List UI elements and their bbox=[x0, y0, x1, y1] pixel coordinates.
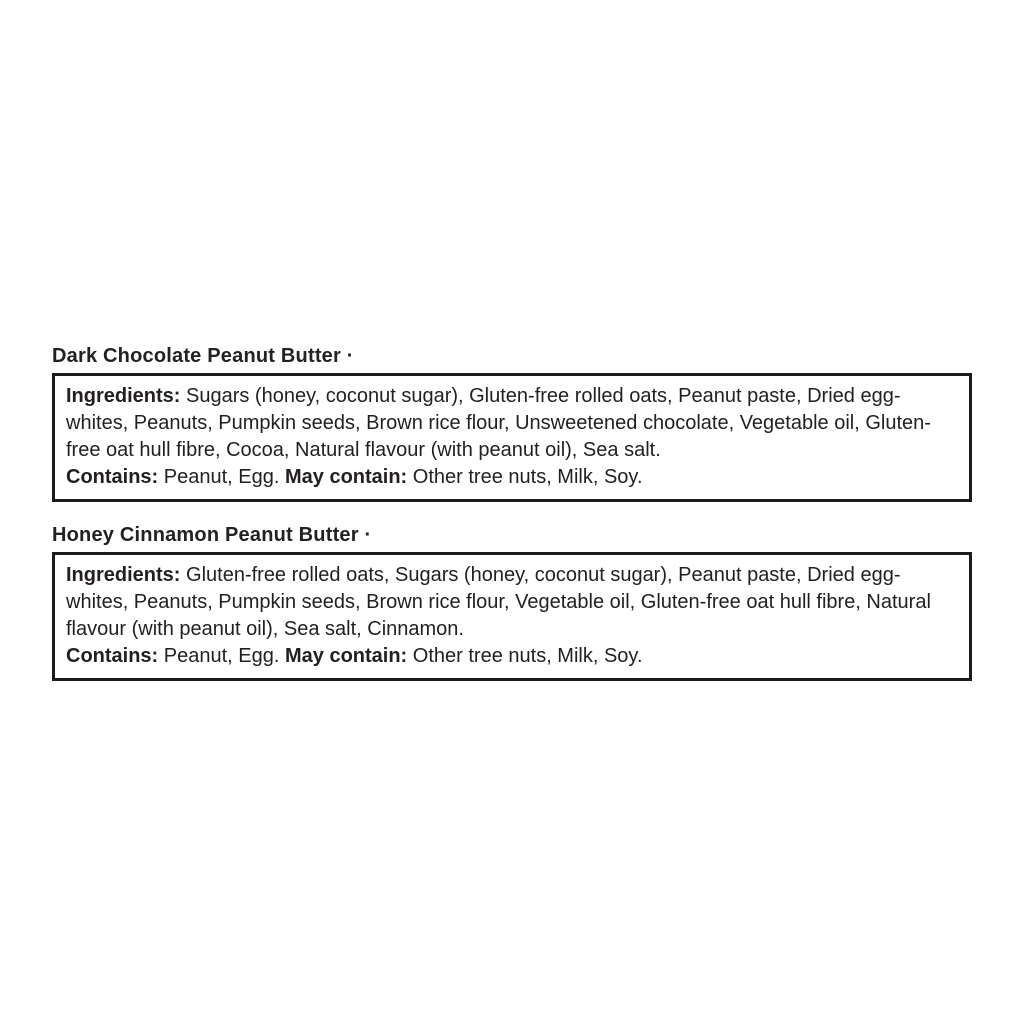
ingredients-label: Ingredients: bbox=[66, 385, 181, 407]
contains-label: Contains: bbox=[66, 645, 159, 667]
contains-text: Peanut, Egg. bbox=[158, 466, 285, 488]
contains-text: Peanut, Egg. bbox=[158, 645, 285, 667]
ingredients-label: Ingredients: bbox=[66, 564, 181, 586]
ingredients-text: Gluten-free rolled oats, Sugars (honey, coconut sugar), Peanut paste, Dried egg-whites, Peanuts, Pumpkin seeds, Brown rice flour, Vegetable oil, Gluten-free oat hull fibre, Natural flavour (with peanut oil), Sea salt, Cinnamon. bbox=[66, 564, 931, 640]
contains-label: Contains: bbox=[66, 466, 159, 488]
may-contain-label: May contain: bbox=[284, 645, 408, 667]
ingredients-text: Sugars (honey, coconut sugar), Gluten-free rolled oats, Peanut paste, Dried egg-whites, Peanuts, Pumpkin seeds, Brown rice flour, Unsweetened chocolate, Vegetable oil, Gluten-free oat hull fibre, Cocoa, Natural flavour (with peanut oil), Sea salt. bbox=[66, 385, 931, 461]
may-contain-label: May contain: bbox=[284, 466, 408, 488]
product-section-dark-chocolate bbox=[52, 344, 972, 502]
may-contain-text: Other tree nuts, Milk, Soy. bbox=[407, 645, 643, 667]
ingredients-box bbox=[52, 373, 972, 502]
may-contain-text: Other tree nuts, Milk, Soy. bbox=[407, 466, 643, 488]
product-section-honey-cinnamon bbox=[52, 523, 972, 681]
product-heading: Honey Cinnamon Peanut Butter · bbox=[52, 524, 372, 546]
ingredient-labels bbox=[52, 344, 972, 681]
ingredients-box bbox=[52, 552, 972, 681]
product-heading: Dark Chocolate Peanut Butter · bbox=[52, 345, 354, 367]
